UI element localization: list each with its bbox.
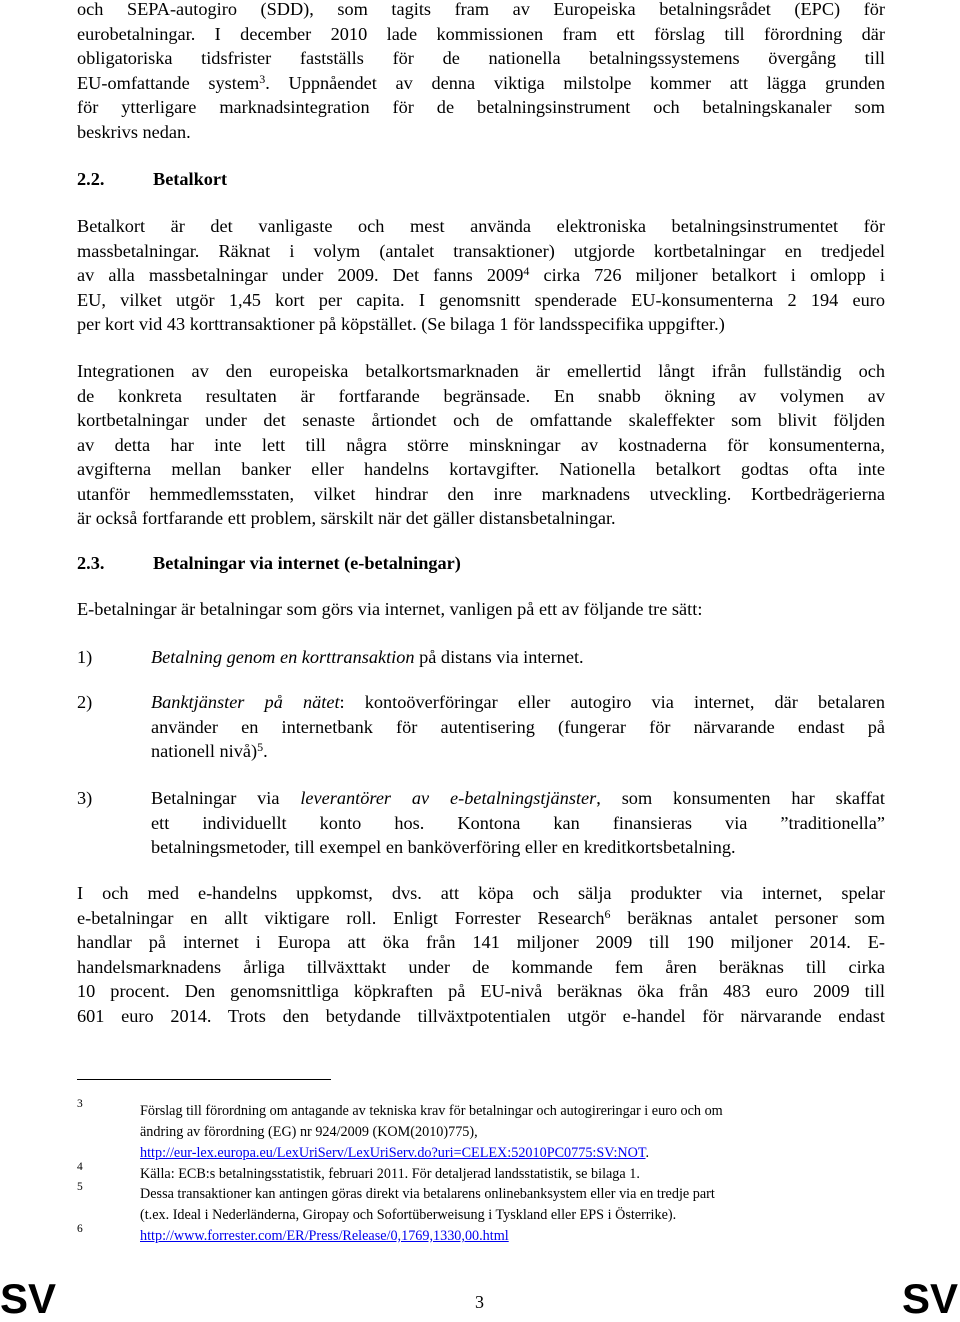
text-line: Integrationen av den europeiska betalkortsmarknaden är emellertid långt ifrån fullständig och (77, 361, 885, 381)
section-number: 2.3. (77, 553, 105, 573)
footnote (77, 1098, 885, 1163)
paragraph-ehandel (77, 881, 885, 1028)
footnote (77, 1223, 885, 1247)
footnote-text: Källa: ECB:s betalningsstatistik, februari 2011. För detaljerad landsstatistik, se bilaga 1. (140, 1166, 640, 1182)
footnote-separator (77, 1079, 331, 1080)
paragraph-ebetalningar-intro (77, 597, 885, 622)
list-item (77, 786, 885, 860)
text-line: E-betalningar är betalningar som görs via internet, vanligen på ett av följande tre sätt: (77, 599, 703, 619)
text-line: EU, vilket utgör 1,45 kort per capita. I genomsnitt spenderade EU-konsumenterna 2 194 euro (77, 289, 885, 310)
footnote-ref[interactable]: 4 (523, 264, 530, 278)
text-line: de konkreta resultaten är fortfarande begränsade. En snabb ökning av volymen av (77, 385, 885, 406)
footnote-link[interactable]: http://www.forrester.com/ER/Press/Release/0,1769,1330,00.html (140, 1228, 509, 1244)
page-number: 3 (475, 1292, 484, 1312)
text-line: 601 euro 2014. Trots den betydande tillväxtpotentialen utgör e-handel för närvarande endast (77, 1005, 885, 1026)
paragraph-integration (77, 359, 885, 531)
list-text: Betalningar via leverantörer av e-betalningstjänster, som konsumenten har skaffat ett individuellt konto hos. Kontona kan finansieras via ”traditionella” betalningsmetoder, till exempel en banköverföring eller en kreditkortsbetalning. (151, 788, 885, 857)
footnote-text (140, 1226, 885, 1247)
section-title: Betalningar via internet (e-betalningar) (153, 553, 461, 573)
section-heading-betalkort (77, 167, 227, 192)
text-line: är också fortfarande ett problem, särskilt när det gäller distansbetalningar. (77, 508, 616, 528)
text-line: kortbetalningar under det senaste årtiondet och de omfattande skaleffekter som blivit följden (77, 410, 885, 430)
text-line: av alla massbetalningar under 2009. Det fanns 2009$^4$ cirka 726 miljoner betalkort i omlopp i (77, 264, 885, 285)
list-text: Banktjänster på nätet: kontoöverföringar eller autogiro via internet, där betalaren använder en internetbank för autentisering (fungerar för närvarande endast på nationell nivå)$^5$. (151, 692, 885, 761)
text-line: I och med e-handelns uppkomst, dvs. att köpa och sälja produkter via internet, spelar (77, 883, 885, 903)
section-heading-ebetalningar (77, 551, 461, 576)
paragraph-betalkort (77, 214, 885, 337)
section-number: 2.2. (77, 169, 105, 189)
footnote-ref[interactable]: 3 (259, 71, 266, 86)
text-line: 10 procent. Den genomsnittliga köpkraften på EU-nivå beräknas öka från 483 euro 2009 till (77, 981, 885, 1001)
footnote-number: 4 (77, 1161, 83, 1173)
list-text: Betalning genom en korttransaktion på distans via internet. (151, 647, 584, 667)
footnote-link[interactable]: http://eur-lex.europa.eu/LexUriServ/LexUriServ.do?uri=CELEX:52010PC0775:SV:NOT (140, 1144, 646, 1161)
footnote-text: Dessa transaktioner kan antingen göras direkt via betalarens onlinebanksystem eller via en tredje part (t.ex. Ideal i Nederländerna, Giropay och Sofortüberweisung i Tyskland eller EPS i Österrike). (140, 1186, 715, 1223)
footnote-text: Förslag till förordning om antagande av tekniska krav för betalningar och autogireringar i euro och om ändring av förordning (EG) nr 924/2009 (KOM(2010)775), http://eur-lex.europa.eu/LexUriServ/LexUriServ.do?uri=CELEX:52010PC0775:SV:NOT. (140, 1103, 723, 1161)
text-line: av detta har inte lett till några större minskningar av kostnaderna för konsumenterna, (77, 434, 885, 455)
text-line: handlar på internet i Europa att öka från 141 miljoner 2009 till 190 miljoner 2014. E- (77, 932, 885, 952)
footnote (77, 1161, 885, 1185)
section-title: Betalkort (153, 169, 228, 189)
paragraph-sepa (77, 0, 885, 144)
text-line: EU-omfattande system$^3$. Uppnåendet av denna viktiga milstolpe kommer att lägga grunden (77, 71, 885, 93)
list-number: 3) (77, 788, 93, 808)
text-line: handelsmarknadens årliga tillväxttakt under de kommande fem åren beräknas till cirka (77, 956, 885, 977)
text-line: utanför hemmedlemsstaten, vilket hindrar den inre marknadens utveckling. Kortbedrägerierna (77, 483, 885, 504)
text-line: per kort vid 43 korttransaktioner på köpstället. (Se bilaga 1 för landsspecifika uppgifter.) (77, 314, 725, 334)
list-item (77, 690, 885, 764)
text-line: Betalkort är det vanligaste och mest använda elektroniska betalningsinstrumentet för (77, 216, 885, 236)
text-line: e-betalningar en allt viktigare roll. Enligt Forrester Research$^6$ beräknas antalet personer som (77, 906, 885, 928)
footnote-ref[interactable]: 5 (257, 740, 264, 754)
footnote (77, 1181, 885, 1226)
text-line: för ytterligare marknadsintegration för de betalningsinstrument och betalningskanaler som (77, 97, 885, 117)
footnote-number: 5 (77, 1181, 83, 1193)
text-line: obligatoriska tidsfrister fastställs för de nationella betalningssystemens övergång till (77, 48, 885, 68)
footer-language-code: SV (901, 1275, 958, 1322)
list-number: 2) (77, 692, 93, 712)
list-number: 1) (77, 647, 93, 667)
text-line: beskrivs nedan. (77, 121, 191, 142)
text-line: massbetalningar. Räknat i volym (antalet transaktioner) utgjorde kortbetalningar en tredjedel (77, 240, 885, 261)
text-line: eurobetalningar. I december 2010 lade kommissionen fram ett förslag till förordning där (77, 23, 885, 44)
text-line: avgifterna mellan banker eller handelns kortavgifter. Nationella betalkort godtas ofta inte (77, 459, 885, 479)
text-line: och SEPA-autogiro (SDD), som tagits fram av Europeiska betalningsrådet (EPC) för (77, 0, 885, 19)
footnote-number: 6 (77, 1223, 83, 1235)
footer-language-code: SV (0, 1275, 57, 1322)
footnote-number: 3 (77, 1098, 83, 1110)
list-item (77, 645, 885, 670)
footnote-ref[interactable]: 6 (604, 906, 611, 921)
